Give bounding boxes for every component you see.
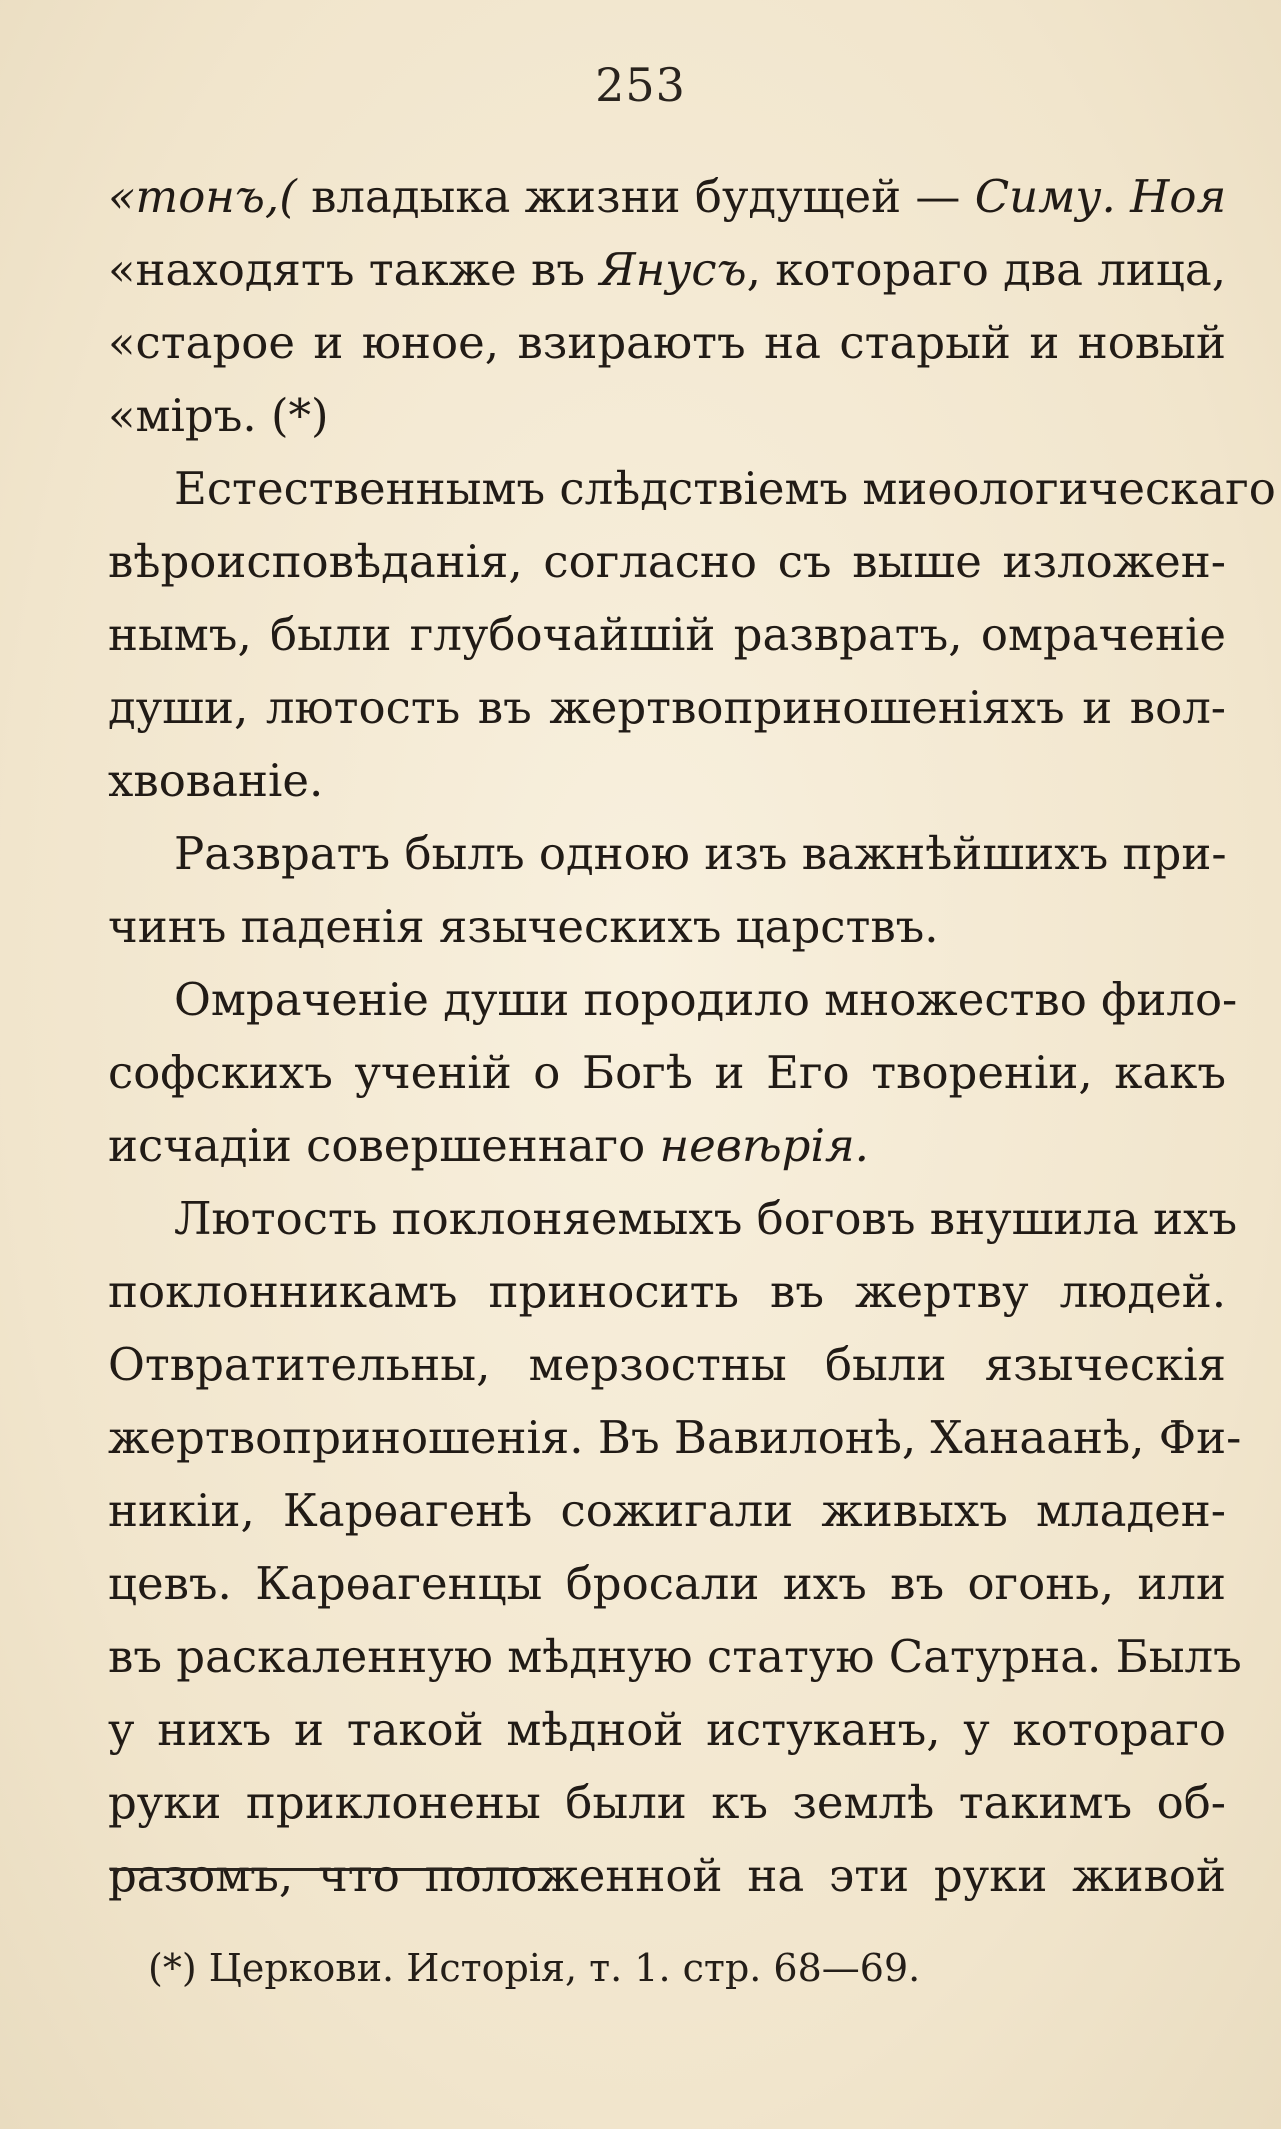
text-line [108, 379, 1226, 452]
body-text [108, 160, 1276, 1912]
text-line [108, 1620, 1242, 1693]
text-run: поклонникамъ приносить въ жертву людей. [108, 1265, 1226, 1318]
text-line [108, 1036, 1226, 1109]
text-run: нымъ, были глубочайшій развратъ, омраченіе [108, 608, 1226, 661]
text-line [108, 671, 1226, 744]
footnote: (*) Церкови. Исторія, т. 1. стр. 68—69. [148, 1946, 921, 1990]
text-run: руки приклонены были къ землѣ такимъ об- [108, 1776, 1226, 1829]
text-line [108, 744, 1226, 817]
text-run: «старое и юное, взираютъ на старый и новый [108, 316, 1226, 369]
text-run: вѣроисповѣданія, согласно съ выше изложен- [108, 535, 1226, 588]
text-run: Отвратительны, мерзостны были языческія [108, 1338, 1226, 1391]
text-run: души, лютость въ жертвоприношеніяхъ и вол- [108, 681, 1226, 734]
italic-text: Ноя [1130, 170, 1227, 223]
text-run: цевъ. Карѳагенцы бросали ихъ въ огонь, или [108, 1557, 1226, 1610]
text-run: владыка жизни будущей — [296, 170, 975, 223]
text-line [108, 1693, 1226, 1766]
text-line [108, 1182, 1238, 1255]
text-line [108, 1839, 1226, 1912]
italic-text: Янусъ [599, 243, 747, 296]
text-run: Развратъ былъ одною изъ важнѣйшихъ при- [174, 827, 1227, 880]
text-run: Естественнымъ слѣдствіемъ миѳологическаго [174, 462, 1276, 515]
text-line [108, 233, 1226, 306]
text-run [1116, 170, 1130, 223]
text-line [108, 306, 1226, 379]
text-run: «міръ. (*) [108, 389, 329, 442]
text-run: въ раскаленную мѣдную статую Сатурна. Былъ [108, 1630, 1242, 1683]
text-run: , котораго два лица, [746, 243, 1226, 296]
italic-text: «тонъ,( [108, 170, 297, 223]
text-line [108, 598, 1226, 671]
footnote-separator [110, 1868, 552, 1871]
text-run: жертвоприношенія. Въ Вавилонѣ, Ханаанѣ, Фи- [108, 1411, 1242, 1464]
text-run: разомъ, что положенной на эти руки живой [108, 1849, 1226, 1902]
text-line [108, 1109, 1226, 1182]
text-line [108, 890, 1226, 963]
text-line [108, 1766, 1226, 1839]
text-run: чинъ паденія языческихъ царствъ. [108, 900, 939, 953]
text-line [108, 452, 1276, 525]
text-line [108, 525, 1226, 598]
text-run: «находятъ также въ [108, 243, 600, 296]
text-run: исчадіи совершеннаго [108, 1119, 660, 1172]
text-run: хвованіе. [108, 754, 324, 807]
italic-text: невѣрія. [659, 1119, 869, 1172]
text-line [108, 160, 1226, 233]
text-line [108, 1255, 1226, 1328]
text-run: у нихъ и такой мѣдной истуканъ, у котораго [108, 1703, 1226, 1756]
text-line [108, 963, 1238, 1036]
text-run: Лютость поклоняемыхъ боговъ внушила ихъ [174, 1192, 1238, 1245]
text-run: софскихъ ученій о Богѣ и Его твореніи, какъ [108, 1046, 1226, 1099]
italic-text: Симу. [974, 170, 1116, 223]
text-run: никіи, Карѳагенѣ сожигали живыхъ младен- [108, 1484, 1226, 1537]
text-line [108, 1547, 1226, 1620]
text-line [108, 817, 1226, 890]
text-line [108, 1474, 1226, 1547]
text-line [108, 1328, 1226, 1401]
page-number: 253 [595, 58, 686, 112]
text-line [108, 1401, 1242, 1474]
text-run: Омраченіе души породило множество фило- [174, 973, 1238, 1026]
